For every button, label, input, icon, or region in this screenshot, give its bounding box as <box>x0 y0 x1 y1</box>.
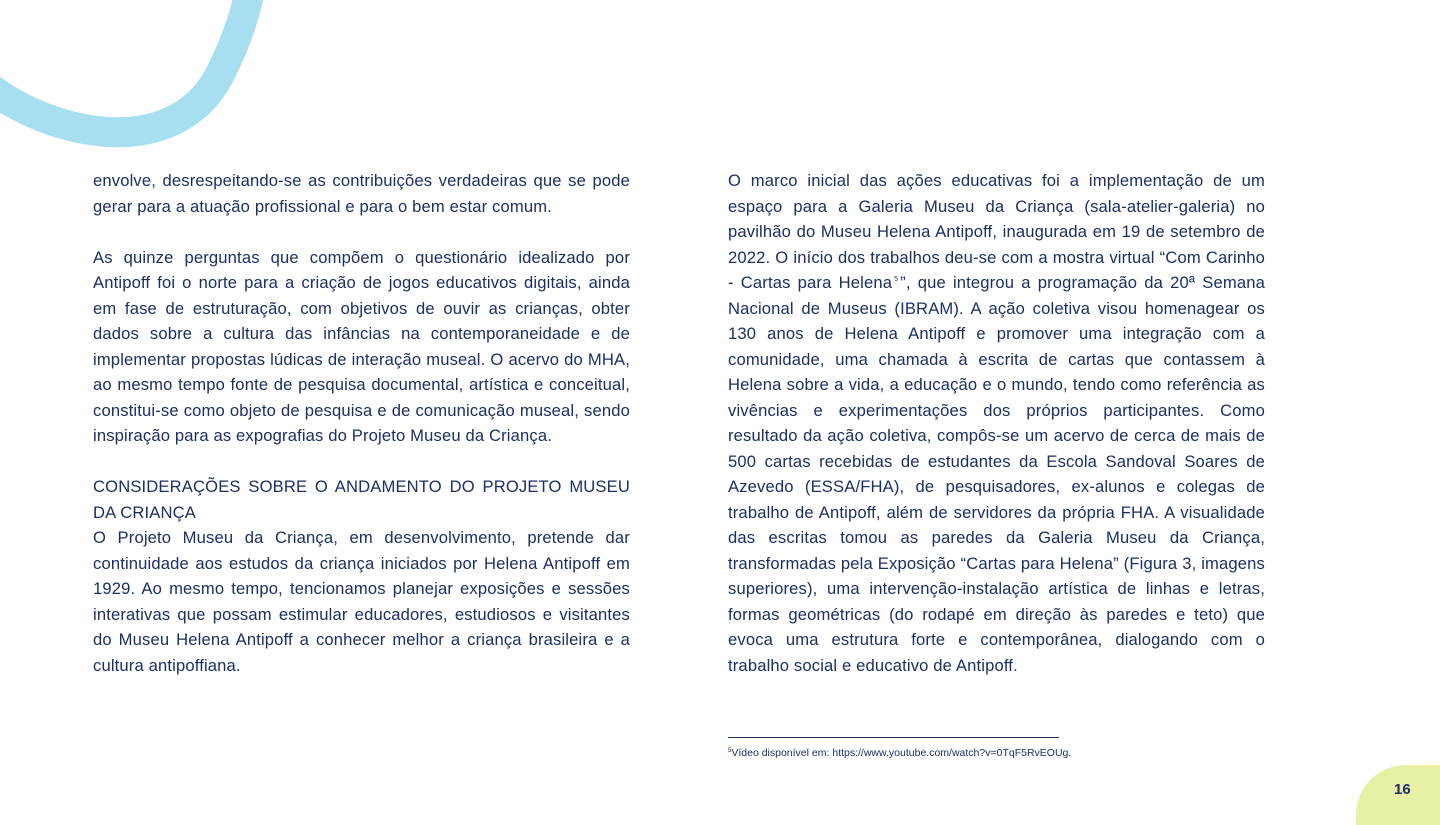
footnote-marker: 5 <box>728 748 732 754</box>
left-text-column <box>93 168 630 678</box>
decorative-arc <box>0 0 300 170</box>
page-number: 16 <box>1394 781 1411 798</box>
paragraph: As quinze perguntas que compõem o questionário idealizado por Antipoff foi o norte para a criação de jogos educativos digitais, ainda em fase de estruturação, com objetivos de ouvir as crianças, obter dados sobre a cultura das infâncias na contemporaneidade e de implementar propostas lúdicas de interação museal. O acervo do MHA, ao mesmo tempo fonte de pesquisa documental, artística e conceitual, constitui-se como objeto de pesquisa e de comunicação museal, sendo inspiração para as expografias do Projeto Museu da Criança. <box>93 247 630 445</box>
paragraph-gap <box>93 219 630 245</box>
paragraph-text: ”, que integrou a programação da 20ª Semana Nacional de Museus (IBRAM). A ação coletiva visou homenagear os 130 anos de Helena Antipoff e promover uma integração com a comunidade, uma chamada à escrita de cartas que contassem à Helena sobre a vida, a educação e o mundo, tendo como referência as vivências e experimentações dos próprios participantes. Como resultado da ação coletiva, compôs-se um acervo de cerca de mais de 500 cartas recebidas de estudantes da Escola Sandoval Soares de Azevedo (ESSA/FHA), de pesquisadores, ex-alunos e colegas de trabalho de Antipoff, além de servidores da própria FHA. A visualidade das escritas tomou as paredes da Galeria Museu da Criança, transformadas pela Exposição “Cartas para Helena” (Figura 3, imagens superiores), uma intervenção-instalação artística de linhas e letras, formas geométricas (do rodapé em direção às paredes e teto) que evoca uma estrutura forte e contemporânea, dialogando com o trabalho social e educativo de Antipoff. <box>728 273 1265 675</box>
footnote-divider <box>728 737 1059 738</box>
paragraph-gap <box>93 449 630 475</box>
footnote <box>728 744 1071 760</box>
footnote-reference[interactable]: 5 <box>894 276 899 283</box>
paragraph: envolve, desrespeitando-se as contribuições verdadeiras que se pode gerar para a atuação profissional e para o bem estar comum. <box>93 171 630 216</box>
paragraph: O Projeto Museu da Criança, em desenvolvimento, pretende dar continuidade aos estudos da criança iniciados por Helena Antipoff em 1929. Ao mesmo tempo, tencionamos planejar exposições e sessões interativas que possam estimular educadores, estudiosos e visitantes do Museu Helena Antipoff a conhecer melhor a criança brasileira e a cultura antipoffiana. <box>93 528 630 675</box>
right-text-column <box>728 168 1265 678</box>
paragraph-text: O marco inicial das ações educativas foi a implementação de um espaço para a Galeria Museu da Criança (sala-atelier-galeria) no pavilhão do Museu Helena Antipoff, inaugurada em 19 de setembro de 2022. O início dos trabalhos deu-se com a mostra virtual “Com Carinho - Cartas para Helena <box>728 171 1265 292</box>
footnote-text: Vídeo disponível em: https://www.youtube.com/watch?v=0TqF5RvEOUg. <box>731 747 1072 759</box>
section-heading: CONSIDERAÇÕES SOBRE O ANDAMENTO DO PROJETO MUSEU DA CRIANÇA <box>93 477 630 522</box>
paragraph <box>728 168 1265 678</box>
